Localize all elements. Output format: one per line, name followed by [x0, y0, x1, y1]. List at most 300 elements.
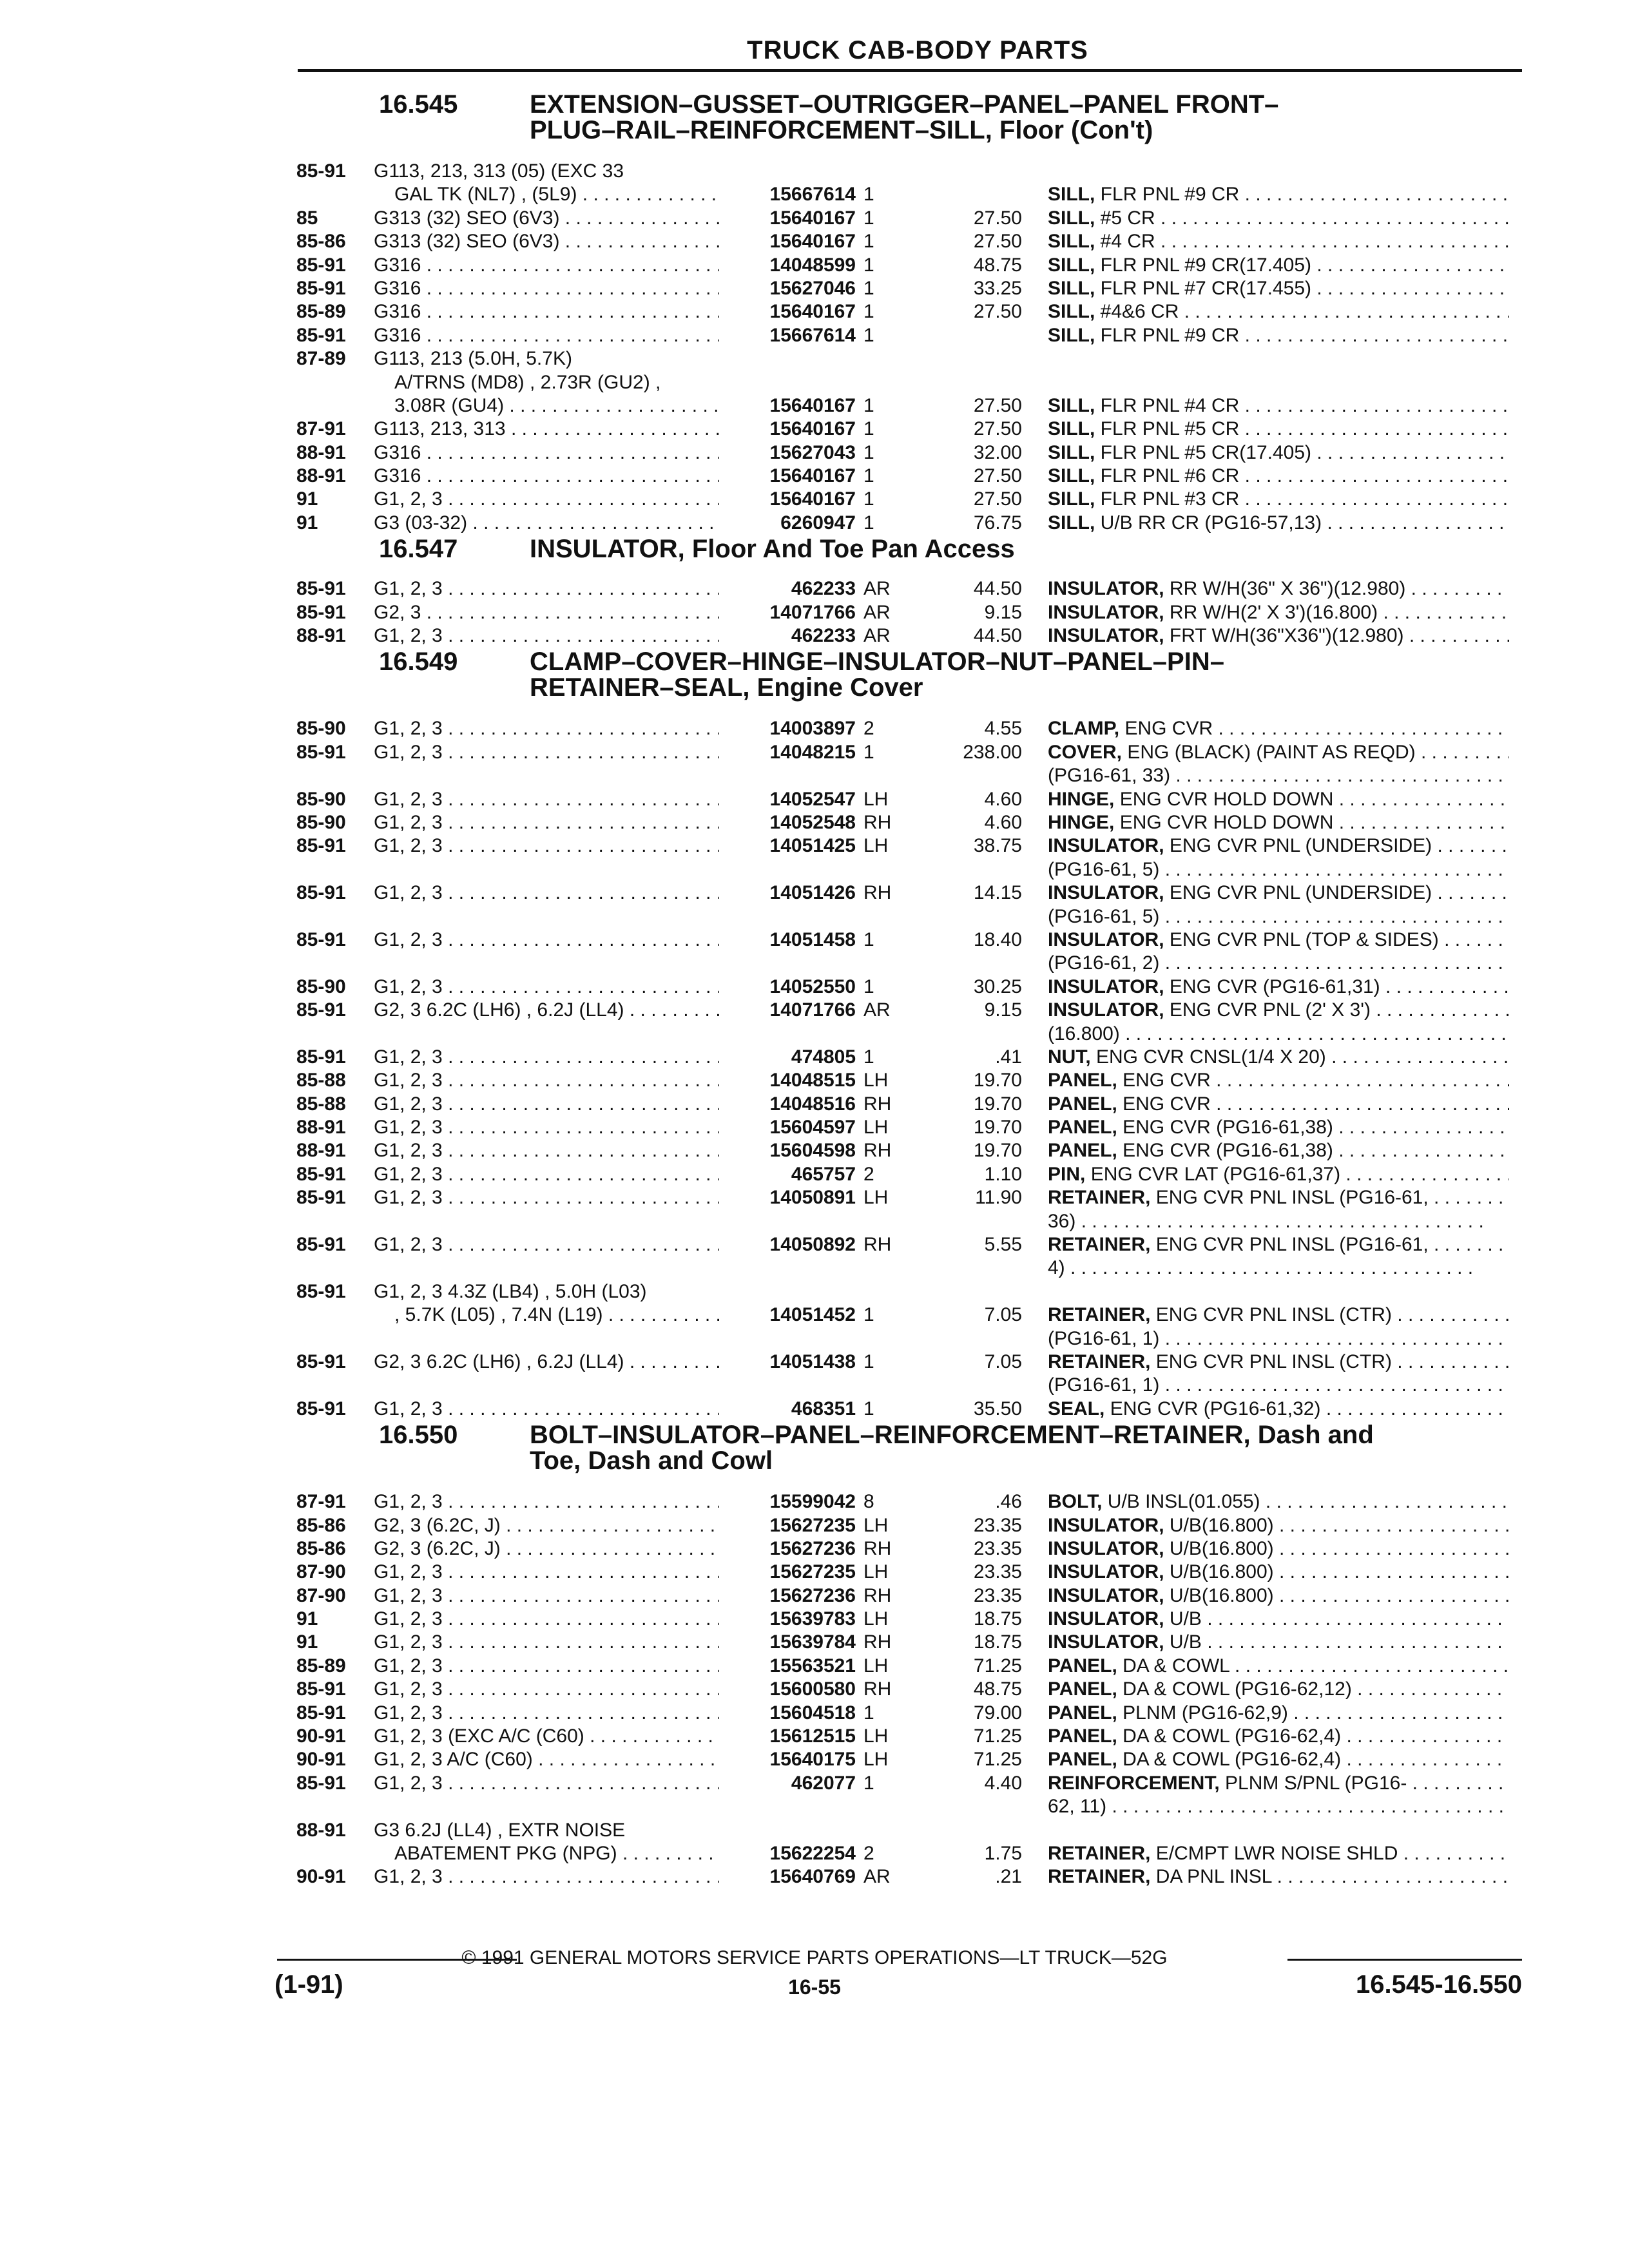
part-number: 15640175 — [769, 1749, 856, 1771]
model-years: 85-90 — [296, 811, 346, 833]
part-detail: U/B(16.800) — [1164, 1561, 1274, 1583]
part-detail: ENG CVR PNL INSL (PG16-61, — [1150, 1234, 1429, 1256]
model-application: G1, 2, 3 . . . — [374, 1702, 719, 1725]
model-application: G316 . . . — [374, 441, 719, 465]
quantity: 1 — [863, 512, 874, 533]
part-detail: RR W/H(2' X 3')(16.800) — [1164, 601, 1378, 623]
footer-section-range: 16.545-16.550 — [1355, 1970, 1522, 1999]
quantity: 1 — [863, 975, 874, 997]
model-years: 85-91 — [296, 928, 346, 950]
part-detail: ENG CVR HOLD DOWN — [1114, 788, 1334, 810]
quantity: 1 — [863, 1304, 874, 1326]
price: 238.00 — [963, 741, 1022, 763]
part-detail: FLR PNL #3 CR — [1095, 488, 1240, 510]
part-number: 14048215 — [769, 741, 856, 763]
quantity: LH — [863, 1725, 889, 1747]
price: 48.75 — [973, 254, 1022, 276]
part-number: 14051438 — [769, 1350, 856, 1372]
part-number: 15640167 — [769, 465, 856, 487]
part-row — [0, 1655, 1629, 1678]
part-description — [1048, 1678, 1509, 1701]
footer-copyright: © 1991 GENERAL MOTORS SERVICE PARTS OPERATIONS—LT TRUCK—52G — [461, 1947, 1168, 1968]
part-detail: ENG CVR HOLD DOWN — [1114, 811, 1334, 833]
part-detail: ENG (BLACK) (PAINT AS REQD) — [1122, 741, 1416, 763]
price: 35.50 — [973, 1398, 1022, 1419]
quantity: 1 — [863, 1046, 874, 1068]
model-years: 91 — [296, 1608, 318, 1630]
model-years: 87-91 — [296, 418, 346, 440]
quantity: LH — [863, 1070, 889, 1091]
quantity: LH — [863, 835, 889, 857]
part-row — [0, 1678, 1629, 1701]
price: 4.40 — [984, 1772, 1022, 1794]
model-application: G3 (03-32) . . . — [374, 512, 719, 535]
part-detail: PLNM S/PNL (PG16- — [1219, 1772, 1407, 1794]
part-row — [0, 1350, 1629, 1374]
model-application: G1, 2, 3 . . . — [374, 624, 719, 648]
part-detail: (16.800) — [1048, 1023, 1120, 1044]
quantity: LH — [863, 1749, 889, 1771]
model-application: G1, 2, 3 . . . — [374, 1093, 719, 1116]
section-header — [0, 535, 1629, 577]
quantity: 1 — [863, 418, 874, 440]
part-description — [1048, 1023, 1509, 1046]
part-row — [0, 1631, 1629, 1654]
quantity: 1 — [863, 184, 874, 206]
part-detail: FLR PNL #9 CR(17.405) — [1095, 254, 1312, 276]
section-number: 16.550 — [379, 1421, 458, 1450]
model-years: 85-90 — [296, 718, 346, 740]
part-row — [0, 1608, 1629, 1631]
part-detail: FLR PNL #4 CR — [1095, 394, 1240, 416]
model-years: 85-90 — [296, 788, 346, 810]
part-number: 15604597 — [769, 1117, 856, 1139]
part-detail: (PG16-61, 33) — [1048, 765, 1171, 787]
quantity: LH — [863, 1514, 889, 1536]
part-description — [1048, 1398, 1509, 1421]
part-name: INSULATOR, — [1048, 882, 1164, 904]
model-years: 90-91 — [296, 1725, 346, 1747]
quantity: 1 — [863, 465, 874, 487]
model-application: G1, 2, 3 . . . — [374, 577, 719, 601]
part-row — [0, 905, 1629, 928]
model-years: 88-91 — [296, 1819, 346, 1841]
part-name: INSULATOR, — [1048, 1584, 1164, 1606]
quantity: AR — [863, 578, 891, 600]
part-detail: ENG CVR (PG16-61,32) — [1104, 1398, 1321, 1419]
part-name: HINGE, — [1048, 788, 1115, 810]
part-description — [1048, 764, 1509, 787]
part-detail: (PG16-61, 1) — [1048, 1374, 1160, 1396]
part-name: RETAINER, — [1048, 1866, 1151, 1888]
quantity: 2 — [863, 1843, 874, 1864]
part-number: 15640769 — [769, 1866, 856, 1888]
part-description — [1048, 1865, 1509, 1888]
model-application: G1, 2, 3 . . . — [374, 1655, 719, 1678]
part-detail: DA PNL INSL — [1150, 1866, 1272, 1888]
model-application: G1, 2, 3 . . . — [374, 1561, 719, 1584]
price: 27.50 — [973, 231, 1022, 253]
part-row — [0, 717, 1629, 740]
part-name: RETAINER, — [1048, 1350, 1151, 1372]
quantity: 1 — [863, 254, 874, 276]
model-application: G1, 2, 3 . . . — [374, 1772, 719, 1795]
quantity: 1 — [863, 928, 874, 950]
part-row — [0, 394, 1629, 418]
price: 23.35 — [973, 1537, 1022, 1559]
model-years: 85-91 — [296, 999, 346, 1021]
model-application: , 5.7K (L05) , 7.4N (L19) . . . — [394, 1303, 719, 1327]
model-years: 85-86 — [296, 231, 346, 253]
part-description — [1048, 1374, 1509, 1397]
part-number: 14071766 — [769, 601, 856, 623]
part-row — [0, 1069, 1629, 1092]
model-application: G2, 3 6.2C (LH6) , 6.2J (LL4) . . . — [374, 1350, 719, 1374]
part-description — [1048, 905, 1509, 928]
part-name: PANEL, — [1048, 1140, 1117, 1162]
price: 27.50 — [973, 301, 1022, 323]
part-description — [1048, 834, 1509, 858]
model-years: 88-91 — [296, 465, 346, 487]
section-header — [0, 1421, 1629, 1490]
model-application: G316 . . . — [374, 300, 719, 323]
part-description — [1048, 1139, 1509, 1162]
part-detail: ENG CVR CNSL(1/4 X 20) — [1090, 1046, 1326, 1068]
section-number: 16.545 — [379, 90, 458, 119]
model-application: G1, 2, 3 (EXC A/C (C60) . . . — [374, 1725, 719, 1748]
price: 9.15 — [984, 999, 1022, 1021]
model-years: 85-86 — [296, 1514, 346, 1536]
part-number: 14052547 — [769, 788, 856, 810]
part-number: 462077 — [791, 1772, 856, 1794]
part-number: 14051458 — [769, 928, 856, 950]
model-years: 85-91 — [296, 741, 346, 763]
model-years: 85-91 — [296, 1187, 346, 1209]
quantity: 8 — [863, 1491, 874, 1513]
price: 23.35 — [973, 1561, 1022, 1583]
part-row — [0, 277, 1629, 300]
part-number: 15600580 — [769, 1678, 856, 1700]
part-number: 15612515 — [769, 1725, 856, 1747]
model-application: G1, 2, 3 . . . — [374, 1608, 719, 1631]
price: 27.50 — [973, 418, 1022, 440]
part-description — [1048, 1046, 1509, 1069]
part-row — [0, 1233, 1629, 1256]
model-application: G113, 213, 313 . . . — [374, 418, 719, 441]
part-row — [0, 1163, 1629, 1186]
part-number: 15640167 — [769, 301, 856, 323]
part-detail: ENG CVR — [1119, 718, 1213, 740]
part-number: 14052548 — [769, 811, 856, 833]
part-row — [0, 1561, 1629, 1584]
quantity: 1 — [863, 1702, 874, 1724]
part-number: 15639783 — [769, 1608, 856, 1630]
part-number: 14048515 — [769, 1070, 856, 1091]
part-name: PANEL, — [1048, 1070, 1117, 1091]
price: 11.90 — [975, 1187, 1022, 1209]
part-number: 15627235 — [769, 1561, 856, 1583]
part-description — [1048, 465, 1509, 488]
model-application: G1, 2, 3 . . . — [374, 1678, 719, 1701]
quantity: LH — [863, 1655, 889, 1677]
model-application: A/TRNS (MD8) , 2.73R (GU2) , — [394, 371, 661, 393]
price: 44.50 — [973, 578, 1022, 600]
model-years: 85-91 — [296, 1772, 346, 1794]
section-title-continued: PLUG–RAIL–REINFORCEMENT–SILL, Floor (Con't) — [530, 116, 1153, 144]
part-description — [1048, 952, 1509, 975]
part-detail: 62, 11) — [1048, 1796, 1107, 1818]
part-row — [0, 488, 1629, 511]
footer-date-code: (1-91) — [275, 1970, 343, 1999]
price: 18.40 — [973, 928, 1022, 950]
part-detail: ENG CVR (PG16-61,31) — [1164, 975, 1380, 997]
part-detail: U/B(16.800) — [1164, 1537, 1274, 1559]
part-number: 462233 — [791, 578, 856, 600]
quantity: 2 — [863, 718, 874, 740]
part-row — [0, 1725, 1629, 1748]
model-application: G113, 213 (5.0H, 5.7K) — [374, 348, 572, 370]
part-number: 14048599 — [769, 254, 856, 276]
quantity: RH — [863, 811, 892, 833]
price: 71.25 — [973, 1655, 1022, 1677]
quantity: 1 — [863, 1398, 874, 1419]
part-detail: ENG CVR — [1117, 1093, 1211, 1115]
model-application: ABATEMENT PKG (NPG) . . . — [394, 1842, 719, 1865]
price: 5.55 — [984, 1234, 1022, 1256]
part-description — [1048, 1795, 1509, 1818]
part-detail: ENG CVR PNL INSL (CTR) — [1150, 1304, 1392, 1326]
part-number: 15627235 — [769, 1514, 856, 1536]
part-number: 465757 — [791, 1163, 856, 1185]
model-years: 85-91 — [296, 1702, 346, 1724]
part-description — [1048, 1490, 1509, 1514]
model-years: 87-89 — [296, 348, 346, 370]
model-years: 85-91 — [296, 601, 346, 623]
section-title: INSULATOR, Floor And Toe Pan Access — [530, 535, 1015, 564]
part-row — [0, 952, 1629, 975]
part-row — [0, 1702, 1629, 1725]
part-row — [0, 624, 1629, 648]
quantity: RH — [863, 1093, 892, 1115]
model-years: 91 — [296, 1631, 318, 1653]
part-row — [0, 1584, 1629, 1608]
part-number: 15667614 — [769, 184, 856, 206]
price: 18.75 — [973, 1631, 1022, 1653]
part-description — [1048, 418, 1509, 441]
part-row — [0, 1256, 1629, 1280]
part-name: SILL, — [1048, 207, 1095, 229]
part-row — [0, 1327, 1629, 1350]
part-row — [0, 207, 1629, 230]
part-description — [1048, 1584, 1509, 1608]
part-name: INSULATOR, — [1048, 999, 1164, 1021]
price: 33.25 — [973, 277, 1022, 299]
quantity: 1 — [863, 741, 874, 763]
quantity: AR — [863, 1866, 891, 1888]
section-title: CLAMP–COVER–HINGE–INSULATOR–NUT–PANEL–PIN– — [530, 648, 1224, 677]
model-years: 88-91 — [296, 625, 346, 647]
model-application: G2, 3 (6.2C, J) . . . — [374, 1514, 719, 1537]
model-years: 85-91 — [296, 1234, 346, 1256]
part-detail: DA & COWL (PG16-62,4) — [1117, 1725, 1342, 1747]
price: 71.25 — [973, 1725, 1022, 1747]
part-number: 15627236 — [769, 1584, 856, 1606]
section-number: 16.547 — [379, 535, 458, 564]
part-number: 474805 — [791, 1046, 856, 1068]
part-detail: (PG16-61, 5) — [1048, 858, 1160, 880]
part-number: 15622254 — [769, 1843, 856, 1864]
page-header — [0, 36, 1629, 65]
model-application: G1, 2, 3 . . . — [374, 928, 719, 952]
part-number: 462233 — [791, 625, 856, 647]
part-detail: FLR PNL #9 CR — [1095, 324, 1240, 346]
part-detail: PLNM (PG16-62,9) — [1117, 1702, 1288, 1724]
part-description — [1048, 577, 1509, 601]
part-detail: (PG16-61, 1) — [1048, 1327, 1160, 1349]
part-row — [0, 1842, 1629, 1865]
model-application: G2, 3 6.2C (LH6) , 6.2J (LL4) . . . — [374, 999, 719, 1022]
part-detail: U/B(16.800) — [1164, 1514, 1274, 1536]
part-row — [0, 577, 1629, 601]
part-detail: FLR PNL #7 CR(17.455) — [1095, 277, 1312, 299]
price: 27.50 — [973, 207, 1022, 229]
model-years: 85-91 — [296, 277, 346, 299]
part-name: PANEL, — [1048, 1093, 1117, 1115]
quantity: 1 — [863, 207, 874, 229]
part-detail: U/B(16.800) — [1164, 1584, 1274, 1606]
part-description — [1048, 1327, 1509, 1350]
part-row — [0, 183, 1629, 206]
model-years: 85-91 — [296, 1398, 346, 1419]
price: 7.05 — [984, 1304, 1022, 1326]
price: 30.25 — [973, 975, 1022, 997]
model-application: G313 (32) SEO (6V3) . . . — [374, 207, 719, 230]
model-application: G2, 3 . . . — [374, 601, 719, 624]
part-name: SILL, — [1048, 441, 1095, 463]
part-detail: FLR PNL #6 CR — [1095, 465, 1240, 487]
model-years: 90-91 — [296, 1749, 346, 1771]
part-description — [1048, 1256, 1509, 1280]
part-name: RETAINER, — [1048, 1234, 1151, 1256]
part-number: 14051425 — [769, 835, 856, 857]
part-row — [0, 347, 1629, 370]
part-row — [0, 254, 1629, 277]
part-row — [0, 1748, 1629, 1771]
part-description — [1048, 928, 1509, 952]
part-description — [1048, 1702, 1509, 1725]
price: 23.35 — [973, 1514, 1022, 1536]
price: 71.25 — [973, 1749, 1022, 1771]
part-name: PANEL, — [1048, 1117, 1117, 1139]
model-years: 85-91 — [296, 1678, 346, 1700]
part-name: NUT, — [1048, 1046, 1091, 1068]
part-description — [1048, 324, 1509, 347]
section-header — [0, 90, 1629, 160]
model-application: G2, 3 (6.2C, J) . . . — [374, 1537, 719, 1561]
quantity: 1 — [863, 488, 874, 510]
part-name: SILL, — [1048, 254, 1095, 276]
part-detail: DA & COWL (PG16-62,4) — [1117, 1749, 1342, 1771]
part-row — [0, 1514, 1629, 1537]
part-number: 14051426 — [769, 882, 856, 904]
model-application: G1, 2, 3 A/C (C60) . . . — [374, 1748, 719, 1771]
part-row — [0, 928, 1629, 952]
part-row — [0, 160, 1629, 183]
quantity: AR — [863, 601, 891, 623]
part-name: SILL, — [1048, 465, 1095, 487]
part-detail: ENG CVR PNL (UNDERSIDE) — [1164, 835, 1432, 857]
model-application: G1, 2, 3 . . . — [374, 1631, 719, 1654]
part-detail: U/B — [1164, 1631, 1202, 1653]
model-application: G1, 2, 3 . . . — [374, 975, 719, 999]
model-application: G113, 213, 313 (05) (EXC 33 — [374, 160, 624, 182]
part-description — [1048, 183, 1509, 206]
part-name: SILL, — [1048, 418, 1095, 440]
part-name: SILL, — [1048, 324, 1095, 346]
part-number: 14050891 — [769, 1187, 856, 1209]
quantity: 1 — [863, 231, 874, 253]
price: 4.60 — [984, 811, 1022, 833]
part-name: SILL, — [1048, 301, 1095, 323]
part-description — [1048, 1725, 1509, 1748]
part-row — [0, 441, 1629, 465]
part-detail: #4 CR — [1095, 231, 1155, 253]
part-row — [0, 300, 1629, 323]
part-number: 14052550 — [769, 975, 856, 997]
part-description — [1048, 1772, 1509, 1795]
model-years: 85-91 — [296, 1046, 346, 1068]
price: 76.75 — [973, 512, 1022, 533]
part-row — [0, 1537, 1629, 1561]
part-name: PANEL, — [1048, 1749, 1117, 1771]
quantity: 1 — [863, 324, 874, 346]
page-title: TRUCK CAB-BODY PARTS — [747, 36, 1088, 64]
price: 23.35 — [973, 1584, 1022, 1606]
model-application: 3.08R (GU4) . . . — [394, 394, 719, 418]
part-description — [1048, 788, 1509, 811]
part-name: HINGE, — [1048, 811, 1115, 833]
part-number: 15640167 — [769, 394, 856, 416]
quantity: RH — [863, 1631, 892, 1653]
part-row — [0, 1772, 1629, 1795]
part-row — [0, 230, 1629, 253]
part-row — [0, 1795, 1629, 1818]
model-application: G1, 2, 3 . . . — [374, 741, 719, 764]
quantity: 1 — [863, 1350, 874, 1372]
part-description — [1048, 300, 1509, 323]
model-years: 85-91 — [296, 578, 346, 600]
part-description — [1048, 1514, 1509, 1537]
part-detail: FLR PNL #5 CR(17.405) — [1095, 441, 1312, 463]
part-description — [1048, 1561, 1509, 1584]
part-description — [1048, 1163, 1509, 1186]
part-detail: ENG CVR (PG16-61,38) — [1117, 1117, 1333, 1139]
part-name: SILL, — [1048, 488, 1095, 510]
quantity: RH — [863, 1537, 892, 1559]
footer-page-number: 16-55 — [788, 1975, 841, 1999]
price: 79.00 — [973, 1702, 1022, 1724]
part-name: INSULATOR, — [1048, 928, 1164, 950]
part-number: 15627046 — [769, 277, 856, 299]
part-detail: E/CMPT LWR NOISE SHLD — [1150, 1843, 1398, 1864]
price: 1.75 — [984, 1843, 1022, 1864]
model-years: 85-91 — [296, 1350, 346, 1372]
model-years: 88-91 — [296, 1117, 346, 1139]
part-description — [1048, 811, 1509, 834]
price: 32.00 — [973, 441, 1022, 463]
quantity: RH — [863, 882, 892, 904]
part-detail: ENG CVR PNL (TOP & SIDES) — [1164, 928, 1439, 950]
